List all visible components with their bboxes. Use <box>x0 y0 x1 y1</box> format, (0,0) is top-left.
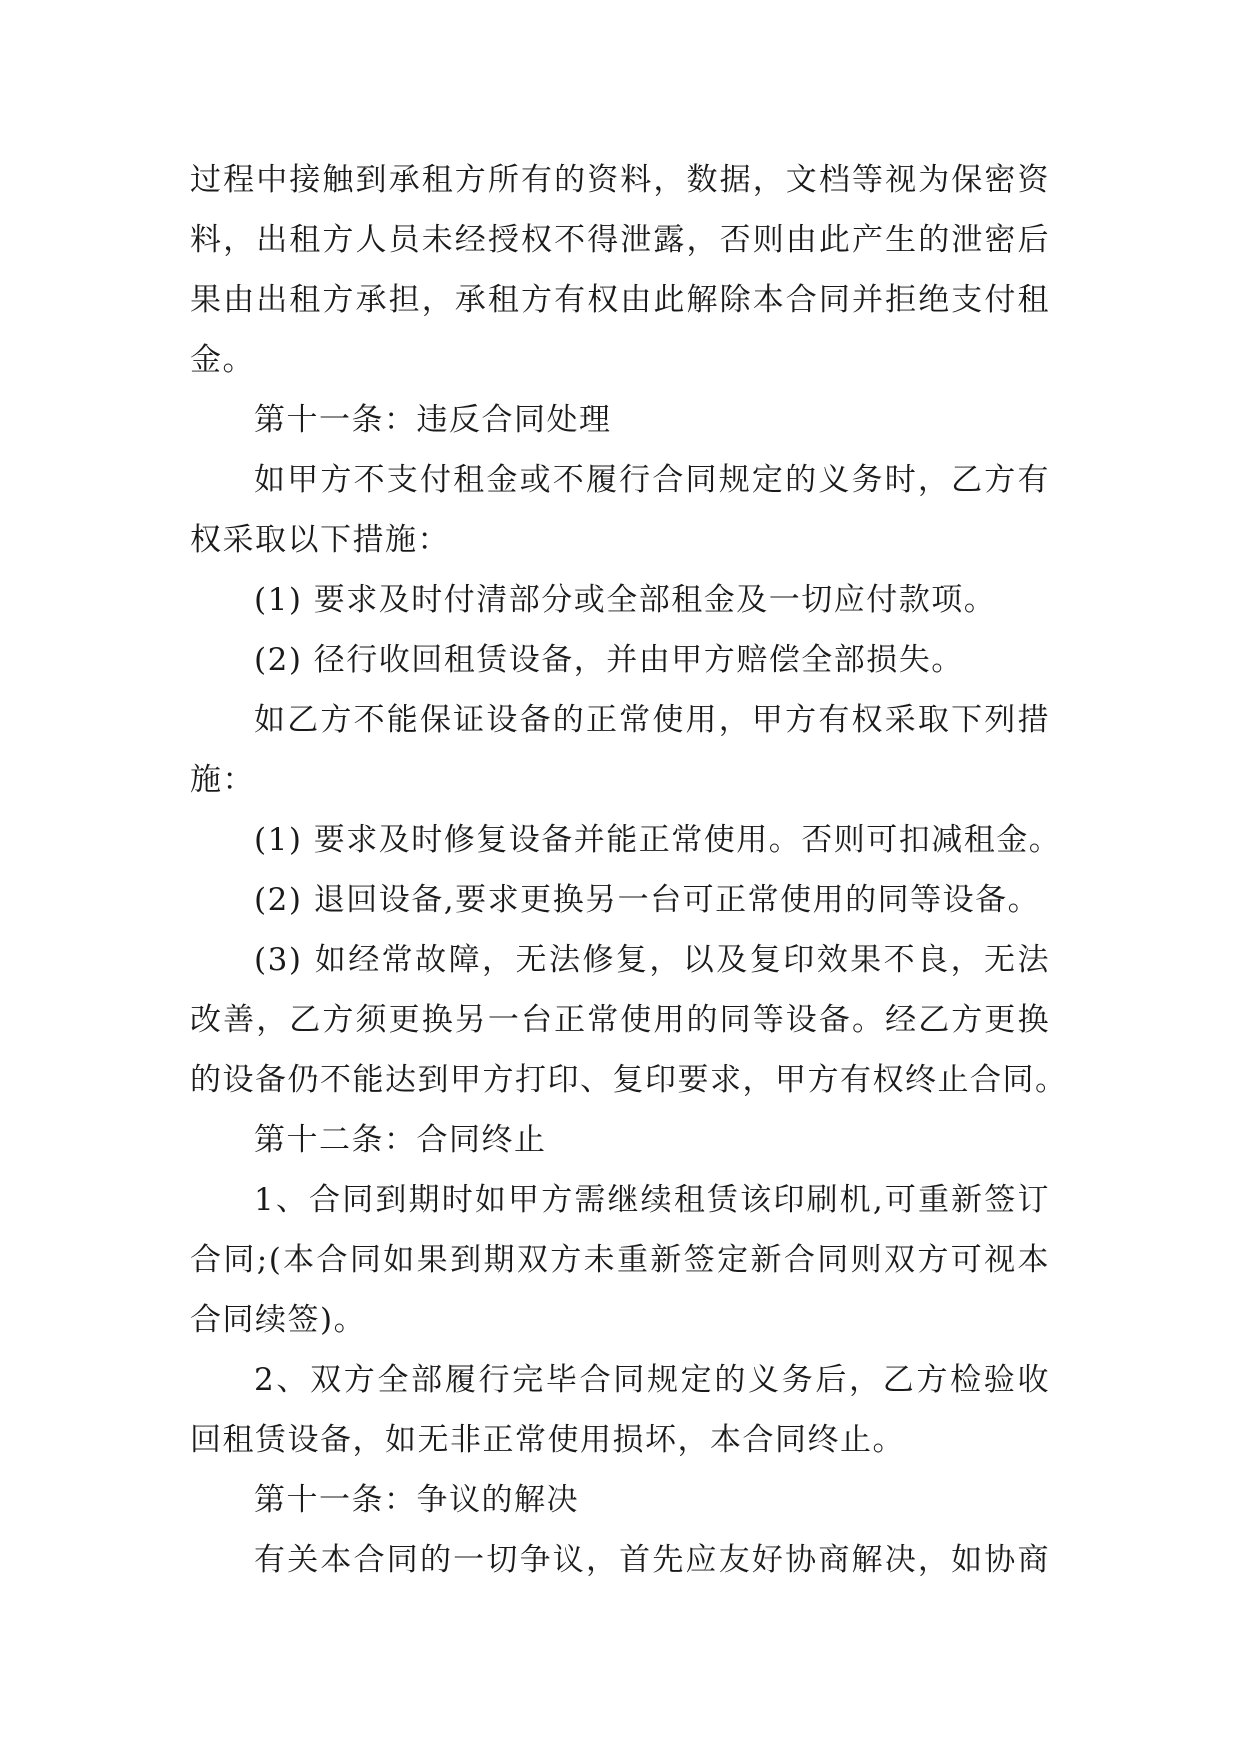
list-item: (1) 要求及时修复设备并能正常使用。否则可扣减租金。 <box>254 822 1062 858</box>
text-line: 过程中接触到承租方所有的资料，数据，文档等视为保密资 <box>190 162 1050 198</box>
text-line: 料，出租方人员未经授权不得泄露，否则由此产生的泄密后 <box>190 222 1050 258</box>
text-line: 的设备仍不能达到甲方打印、复印要求，甲方有权终止合同。 <box>190 1062 1068 1098</box>
text-line: 如甲方不支付租金或不履行合同规定的义务时，乙方有 <box>254 462 1050 498</box>
section-heading: 第十一条：争议的解决 <box>254 1482 579 1518</box>
text-line: 2、双方全部履行完毕合同规定的义务后，乙方检验收 <box>254 1362 1050 1398</box>
section-heading: 第十二条：合同终止 <box>254 1122 547 1158</box>
text-line: 回租赁设备，如无非正常使用损坏，本合同终止。 <box>190 1422 905 1458</box>
text-line: 合同续签)。 <box>190 1302 367 1338</box>
list-item: (1) 要求及时付清部分或全部租金及一切应付款项。 <box>254 582 997 618</box>
text-line: 施： <box>190 762 255 798</box>
text-line: 有关本合同的一切争议，首先应友好协商解决，如协商 <box>254 1542 1050 1578</box>
text-line: 如乙方不能保证设备的正常使用，甲方有权采取下列措 <box>254 702 1050 738</box>
list-item: (3) 如经常故障，无法修复，以及复印效果不良，无法 <box>254 942 1050 978</box>
text-line: 果由出租方承担，承租方有权由此解除本合同并拒绝支付租 <box>190 282 1050 318</box>
text-line: 改善，乙方须更换另一台正常使用的同等设备。经乙方更换 <box>190 1002 1050 1038</box>
text-line: 1、合同到期时如甲方需继续租赁该印刷机,可重新签订 <box>254 1182 1050 1218</box>
section-heading: 第十一条：违反合同处理 <box>254 402 612 438</box>
list-item: (2) 径行收回租赁设备，并由甲方赔偿全部损失。 <box>254 642 964 678</box>
text-line: 金。 <box>190 342 255 378</box>
text-line: 合同;(本合同如果到期双方未重新签定新合同则双方可视本 <box>190 1242 1050 1278</box>
document-body <box>190 150 1068 1590</box>
text-line: 权采取以下措施： <box>190 522 450 558</box>
list-item: (2) 退回设备,要求更换另一台可正常使用的同等设备。 <box>254 882 1041 918</box>
